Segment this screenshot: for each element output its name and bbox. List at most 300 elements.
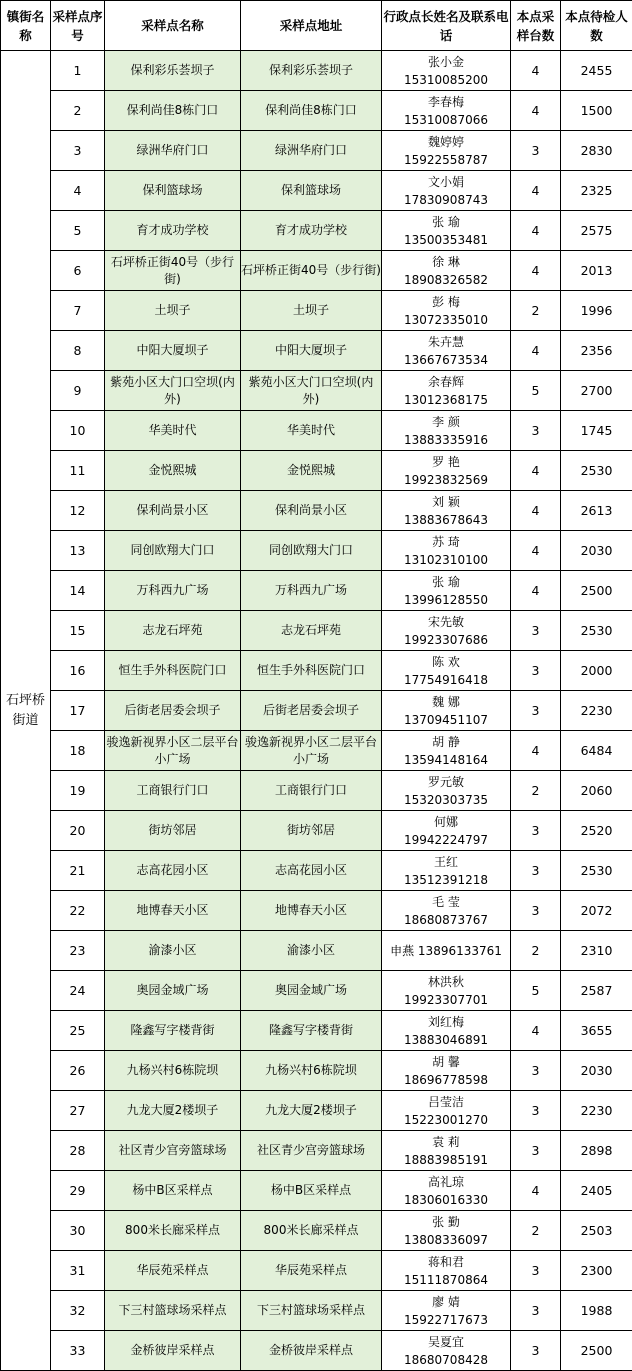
point-address-cell: 九龙大厦2楼坝子 — [241, 1091, 382, 1131]
contact-cell — [382, 731, 511, 771]
point-name-cell: 九龙大厦2楼坝子 — [105, 1091, 241, 1131]
point-name-cell: 同创欧翔大门口 — [105, 531, 241, 571]
seq-cell: 23 — [51, 931, 105, 971]
stations-cell: 3 — [511, 1051, 561, 1091]
stations-cell: 2 — [511, 931, 561, 971]
contact-cell — [382, 851, 511, 891]
header-address: 采样点地址 — [241, 1, 382, 51]
point-name-cell: 绿洲华府门口 — [105, 131, 241, 171]
seq-cell: 22 — [51, 891, 105, 931]
point-name-cell: 保利尚景小区 — [105, 491, 241, 531]
people-cell: 1500 — [561, 91, 632, 131]
contact-person: 张小金 — [427, 54, 464, 69]
point-name-cell: 工商银行门口 — [105, 771, 241, 811]
stations-cell: 2 — [511, 291, 561, 331]
contact-cell — [382, 171, 511, 211]
contact-phone: 13500353481 — [404, 232, 488, 247]
header-stations: 本点采样台数 — [511, 1, 561, 51]
table-row — [1, 1011, 632, 1051]
contact-cell — [382, 1291, 511, 1331]
stations-cell: 3 — [511, 611, 561, 651]
point-address-cell: 保利尚佳8栋门口 — [241, 91, 382, 131]
seq-cell: 2 — [51, 91, 105, 131]
stations-cell: 4 — [511, 1171, 561, 1211]
point-address-cell: 骏逸新视界小区二层平台小广场 — [241, 731, 382, 771]
stations-cell: 3 — [511, 651, 561, 691]
table-row — [1, 571, 632, 611]
point-name-cell: 下三村篮球场采样点 — [105, 1291, 241, 1331]
seq-cell: 6 — [51, 251, 105, 291]
header-row — [1, 1, 632, 51]
table-row — [1, 291, 632, 331]
table-row — [1, 491, 632, 531]
point-address-cell: 恒生手外科医院门口 — [241, 651, 382, 691]
contact-phone: 17754916418 — [404, 672, 488, 687]
people-cell: 2405 — [561, 1171, 632, 1211]
table-row — [1, 771, 632, 811]
stations-cell: 2 — [511, 771, 561, 811]
point-address-cell: 绿洲华府门口 — [241, 131, 382, 171]
stations-cell: 3 — [511, 1091, 561, 1131]
seq-cell: 25 — [51, 1011, 105, 1051]
people-cell: 2300 — [561, 1251, 632, 1291]
seq-cell: 12 — [51, 491, 105, 531]
seq-cell: 29 — [51, 1171, 105, 1211]
point-address-cell: 渝漆小区 — [241, 931, 382, 971]
point-address-cell: 保利尚景小区 — [241, 491, 382, 531]
contact-person: 罗 艳 — [432, 454, 460, 469]
seq-cell: 26 — [51, 1051, 105, 1091]
point-name-cell: 800米长廊采样点 — [105, 1211, 241, 1251]
table-row — [1, 1331, 632, 1371]
contact-cell — [382, 1331, 511, 1371]
contact-phone: 13012368175 — [404, 392, 488, 407]
point-name-cell: 万科西九广场 — [105, 571, 241, 611]
stations-cell: 4 — [511, 731, 561, 771]
table-row — [1, 731, 632, 771]
point-name-cell: 志高花园小区 — [105, 851, 241, 891]
point-address-cell: 800米长廊采样点 — [241, 1211, 382, 1251]
contact-person: 张 瑜 — [432, 574, 460, 589]
contact-phone: 18680708428 — [404, 1352, 488, 1367]
table-row — [1, 371, 632, 411]
table-row — [1, 451, 632, 491]
people-cell: 2030 — [561, 531, 632, 571]
contact-cell — [382, 211, 511, 251]
contact-person: 毛 莹 — [432, 894, 460, 909]
table-row — [1, 411, 632, 451]
people-cell: 2503 — [561, 1211, 632, 1251]
seq-cell: 8 — [51, 331, 105, 371]
stations-cell: 3 — [511, 1131, 561, 1171]
contact-cell — [382, 451, 511, 491]
contact-person: 张 勤 — [432, 1214, 460, 1229]
point-address-cell: 后街老居委会坝子 — [241, 691, 382, 731]
contact-cell — [382, 51, 511, 91]
seq-cell: 3 — [51, 131, 105, 171]
point-address-cell: 奥园金域广场 — [241, 971, 382, 1011]
point-name-cell: 社区青少宫旁篮球场 — [105, 1131, 241, 1171]
contact-person: 陈 欢 — [432, 654, 460, 669]
table-row — [1, 891, 632, 931]
stations-cell: 3 — [511, 411, 561, 451]
stations-cell: 4 — [511, 1011, 561, 1051]
seq-cell: 27 — [51, 1091, 105, 1131]
contact-phone: 13883678643 — [404, 512, 488, 527]
contact-cell — [382, 331, 511, 371]
contact-cell — [382, 531, 511, 571]
point-name-cell: 华美时代 — [105, 411, 241, 451]
header-street: 镇街名称 — [1, 1, 51, 51]
contact-phone: 13883046891 — [404, 1032, 488, 1047]
stations-cell: 4 — [511, 51, 561, 91]
contact-cell — [382, 291, 511, 331]
contact-person: 袁 莉 — [432, 1134, 460, 1149]
contact-person: 刘 颖 — [432, 494, 460, 509]
table-row — [1, 651, 632, 691]
people-cell: 2230 — [561, 1091, 632, 1131]
contact-phone: 15310087066 — [404, 112, 488, 127]
table-row — [1, 851, 632, 891]
contact-phone: 19942224797 — [404, 832, 488, 847]
seq-cell: 31 — [51, 1251, 105, 1291]
header-contact: 行政点长姓名及联系电话 — [382, 1, 511, 51]
point-address-cell: 土坝子 — [241, 291, 382, 331]
table-row — [1, 611, 632, 651]
point-address-cell: 育才成功学校 — [241, 211, 382, 251]
table-row — [1, 171, 632, 211]
contact-cell — [382, 1091, 511, 1131]
table-row — [1, 1291, 632, 1331]
contact-cell — [382, 1131, 511, 1171]
seq-cell: 10 — [51, 411, 105, 451]
contact-person: 胡 馨 — [432, 1054, 460, 1069]
contact-cell — [382, 611, 511, 651]
point-address-cell: 华辰苑采样点 — [241, 1251, 382, 1291]
stations-cell: 5 — [511, 971, 561, 1011]
seq-cell: 32 — [51, 1291, 105, 1331]
contact-phone: 13896133761 — [417, 943, 502, 958]
point-address-cell: 杨中B区采样点 — [241, 1171, 382, 1211]
point-name-cell: 紫苑小区大门口空坝(内外) — [105, 371, 241, 411]
seq-cell: 4 — [51, 171, 105, 211]
stations-cell: 4 — [511, 491, 561, 531]
table-row — [1, 931, 632, 971]
seq-cell: 20 — [51, 811, 105, 851]
contact-cell — [382, 931, 511, 971]
point-name-cell: 保利尚佳8栋门口 — [105, 91, 241, 131]
point-address-cell: 九杨兴村6栋院坝 — [241, 1051, 382, 1091]
people-cell: 2455 — [561, 51, 632, 91]
people-cell: 2356 — [561, 331, 632, 371]
contact-person: 罗元敏 — [427, 774, 464, 789]
contact-cell — [382, 891, 511, 931]
contact-person: 蒋和君 — [427, 1254, 464, 1269]
people-cell: 2587 — [561, 971, 632, 1011]
stations-cell: 5 — [511, 371, 561, 411]
contact-person: 魏婷婷 — [427, 134, 464, 149]
contact-person: 苏 琦 — [432, 534, 460, 549]
contact-phone: 18306016330 — [404, 1192, 488, 1207]
point-address-cell: 工商银行门口 — [241, 771, 382, 811]
seq-cell: 9 — [51, 371, 105, 411]
point-name-cell: 街坊邻居 — [105, 811, 241, 851]
people-cell: 1745 — [561, 411, 632, 451]
point-address-cell: 金悦熙城 — [241, 451, 382, 491]
seq-cell: 33 — [51, 1331, 105, 1371]
people-cell: 2700 — [561, 371, 632, 411]
stations-cell: 3 — [511, 811, 561, 851]
seq-cell: 24 — [51, 971, 105, 1011]
contact-phone: 13808336097 — [404, 1232, 488, 1247]
point-address-cell: 紫苑小区大门口空坝(内外) — [241, 371, 382, 411]
stations-cell: 3 — [511, 1251, 561, 1291]
seq-cell: 21 — [51, 851, 105, 891]
table-row — [1, 811, 632, 851]
people-cell: 2072 — [561, 891, 632, 931]
people-cell: 2325 — [561, 171, 632, 211]
seq-cell: 19 — [51, 771, 105, 811]
people-cell: 2898 — [561, 1131, 632, 1171]
contact-phone: 15320303735 — [404, 792, 488, 807]
table-row — [1, 1171, 632, 1211]
stations-cell: 3 — [511, 891, 561, 931]
stations-cell: 3 — [511, 1291, 561, 1331]
contact-phone: 15223001270 — [404, 1112, 488, 1127]
contact-phone: 18908326582 — [404, 272, 488, 287]
contact-phone: 19923832569 — [404, 472, 488, 487]
seq-cell: 16 — [51, 651, 105, 691]
seq-cell: 28 — [51, 1131, 105, 1171]
point-name-cell: 渝漆小区 — [105, 931, 241, 971]
people-cell: 2530 — [561, 451, 632, 491]
point-name-cell: 骏逸新视界小区二层平台小广场 — [105, 731, 241, 771]
point-address-cell: 中阳大厦坝子 — [241, 331, 382, 371]
people-cell: 2830 — [561, 131, 632, 171]
table-row — [1, 1091, 632, 1131]
contact-person: 朱卉慧 — [427, 334, 464, 349]
point-address-cell: 隆鑫写字楼背街 — [241, 1011, 382, 1051]
contact-cell — [382, 1251, 511, 1291]
contact-person: 刘红梅 — [427, 1014, 464, 1029]
contact-person: 何娜 — [433, 814, 458, 829]
contact-phone: 15922717673 — [404, 1312, 488, 1327]
point-name-cell: 后街老居委会坝子 — [105, 691, 241, 731]
contact-cell — [382, 971, 511, 1011]
point-name-cell: 地博春天小区 — [105, 891, 241, 931]
people-cell: 2575 — [561, 211, 632, 251]
contact-cell — [382, 571, 511, 611]
table-row — [1, 691, 632, 731]
people-cell: 2500 — [561, 1331, 632, 1371]
people-cell: 2530 — [561, 851, 632, 891]
table-row — [1, 51, 632, 91]
stations-cell: 4 — [511, 171, 561, 211]
stations-cell: 3 — [511, 851, 561, 891]
point-name-cell: 杨中B区采样点 — [105, 1171, 241, 1211]
stations-cell: 4 — [511, 251, 561, 291]
point-name-cell: 志龙石坪苑 — [105, 611, 241, 651]
contact-person: 魏 娜 — [432, 694, 460, 709]
contact-phone: 18680873767 — [404, 912, 488, 927]
contact-phone: 17830908743 — [404, 192, 488, 207]
header-people: 本点待检人数 — [561, 1, 632, 51]
people-cell: 2013 — [561, 251, 632, 291]
contact-cell — [382, 1171, 511, 1211]
people-cell: 3655 — [561, 1011, 632, 1051]
contact-phone: 13667673534 — [404, 352, 488, 367]
contact-phone: 19923307686 — [404, 632, 488, 647]
people-cell: 2060 — [561, 771, 632, 811]
contact-phone: 15111870864 — [404, 1272, 488, 1287]
point-name-cell: 保利彩乐荟坝子 — [105, 51, 241, 91]
seq-cell: 7 — [51, 291, 105, 331]
point-address-cell: 下三村篮球场采样点 — [241, 1291, 382, 1331]
contact-phone: 13072335010 — [404, 312, 488, 327]
point-name-cell: 中阳大厦坝子 — [105, 331, 241, 371]
point-name-cell: 九杨兴村6栋院坝 — [105, 1051, 241, 1091]
stations-cell: 4 — [511, 331, 561, 371]
stations-cell: 2 — [511, 1211, 561, 1251]
point-address-cell: 保利彩乐荟坝子 — [241, 51, 382, 91]
contact-person: 王红 — [433, 854, 458, 869]
point-address-cell: 同创欧翔大门口 — [241, 531, 382, 571]
contact-cell — [382, 1211, 511, 1251]
people-cell: 1988 — [561, 1291, 632, 1331]
point-address-cell: 志龙石坪苑 — [241, 611, 382, 651]
stations-cell: 3 — [511, 1331, 561, 1371]
table-row — [1, 971, 632, 1011]
contact-cell — [382, 491, 511, 531]
table-row — [1, 1131, 632, 1171]
point-name-cell: 华辰苑采样点 — [105, 1251, 241, 1291]
point-name-cell: 育才成功学校 — [105, 211, 241, 251]
contact-cell — [382, 771, 511, 811]
seq-cell: 18 — [51, 731, 105, 771]
contact-cell — [382, 371, 511, 411]
contact-person: 余春辉 — [427, 374, 464, 389]
point-name-cell: 金悦熙城 — [105, 451, 241, 491]
contact-phone: 18883985191 — [404, 1152, 488, 1167]
contact-person: 宋先敏 — [427, 614, 464, 629]
contact-cell — [382, 411, 511, 451]
header-name: 采样点名称 — [105, 1, 241, 51]
stations-cell: 3 — [511, 691, 561, 731]
contact-person: 李春梅 — [427, 94, 464, 109]
table-row — [1, 91, 632, 131]
point-name-cell: 金桥彼岸采样点 — [105, 1331, 241, 1371]
contact-cell — [382, 131, 511, 171]
point-address-cell: 志高花园小区 — [241, 851, 382, 891]
contact-person: 申燕 — [390, 943, 415, 958]
table-row — [1, 531, 632, 571]
people-cell: 2530 — [561, 611, 632, 651]
point-address-cell: 石坪桥正街40号（步行街) — [241, 251, 382, 291]
point-name-cell: 土坝子 — [105, 291, 241, 331]
contact-cell — [382, 651, 511, 691]
point-name-cell: 奥园金域广场 — [105, 971, 241, 1011]
table-row — [1, 1211, 632, 1251]
contact-person: 高礼琼 — [427, 1174, 464, 1189]
stations-cell: 4 — [511, 531, 561, 571]
point-address-cell: 社区青少宫旁篮球场 — [241, 1131, 382, 1171]
contact-phone: 13102310100 — [404, 552, 488, 567]
contact-phone: 13594148164 — [404, 752, 488, 767]
people-cell: 2310 — [561, 931, 632, 971]
people-cell: 1996 — [561, 291, 632, 331]
table-row — [1, 251, 632, 291]
contact-phone: 13512391218 — [404, 872, 488, 887]
seq-cell: 11 — [51, 451, 105, 491]
table-row — [1, 131, 632, 171]
stations-cell: 4 — [511, 211, 561, 251]
stations-cell: 4 — [511, 451, 561, 491]
contact-phone: 19923307701 — [404, 992, 488, 1007]
contact-phone: 13883335916 — [404, 432, 488, 447]
contact-phone: 15922558787 — [404, 152, 488, 167]
contact-person: 张 瑜 — [432, 214, 460, 229]
seq-cell: 1 — [51, 51, 105, 91]
contact-phone: 18696778598 — [404, 1072, 488, 1087]
people-cell: 2500 — [561, 571, 632, 611]
header-seq: 采样点序号 — [51, 1, 105, 51]
contact-person: 李 颜 — [432, 414, 460, 429]
point-name-cell: 恒生手外科医院门口 — [105, 651, 241, 691]
people-cell: 2520 — [561, 811, 632, 851]
contact-cell — [382, 1011, 511, 1051]
point-name-cell: 保利篮球场 — [105, 171, 241, 211]
point-name-cell: 隆鑫写字楼背街 — [105, 1011, 241, 1051]
contact-person: 彭 梅 — [432, 294, 460, 309]
point-address-cell: 万科西九广场 — [241, 571, 382, 611]
contact-phone: 15310085200 — [404, 72, 488, 87]
contact-person: 胡 静 — [432, 734, 460, 749]
seq-cell: 17 — [51, 691, 105, 731]
seq-cell: 15 — [51, 611, 105, 651]
contact-person: 吕莹洁 — [427, 1094, 464, 1109]
point-name-cell: 石坪桥正街40号（步行街) — [105, 251, 241, 291]
contact-phone: 13709451107 — [404, 712, 488, 727]
table-row — [1, 331, 632, 371]
contact-person: 廖 婧 — [432, 1294, 460, 1309]
seq-cell: 5 — [51, 211, 105, 251]
contact-cell — [382, 91, 511, 131]
point-address-cell: 金桥彼岸采样点 — [241, 1331, 382, 1371]
people-cell: 2613 — [561, 491, 632, 531]
seq-cell: 14 — [51, 571, 105, 611]
people-cell: 2230 — [561, 691, 632, 731]
contact-person: 吴夏宜 — [427, 1334, 464, 1349]
street-name-cell: 石坪桥街道 — [1, 51, 51, 1371]
point-address-cell: 华美时代 — [241, 411, 382, 451]
point-address-cell: 街坊邻居 — [241, 811, 382, 851]
contact-person: 文小娟 — [427, 174, 464, 189]
people-cell: 2000 — [561, 651, 632, 691]
table-row — [1, 1051, 632, 1091]
contact-person: 林洪秋 — [427, 974, 464, 989]
point-address-cell: 保利篮球场 — [241, 171, 382, 211]
contact-cell — [382, 1051, 511, 1091]
contact-cell — [382, 251, 511, 291]
stations-cell: 4 — [511, 571, 561, 611]
people-cell: 2030 — [561, 1051, 632, 1091]
people-cell: 6484 — [561, 731, 632, 771]
seq-cell: 30 — [51, 1211, 105, 1251]
point-address-cell: 地博春天小区 — [241, 891, 382, 931]
contact-cell — [382, 811, 511, 851]
table-row — [1, 211, 632, 251]
table-row — [1, 1251, 632, 1291]
